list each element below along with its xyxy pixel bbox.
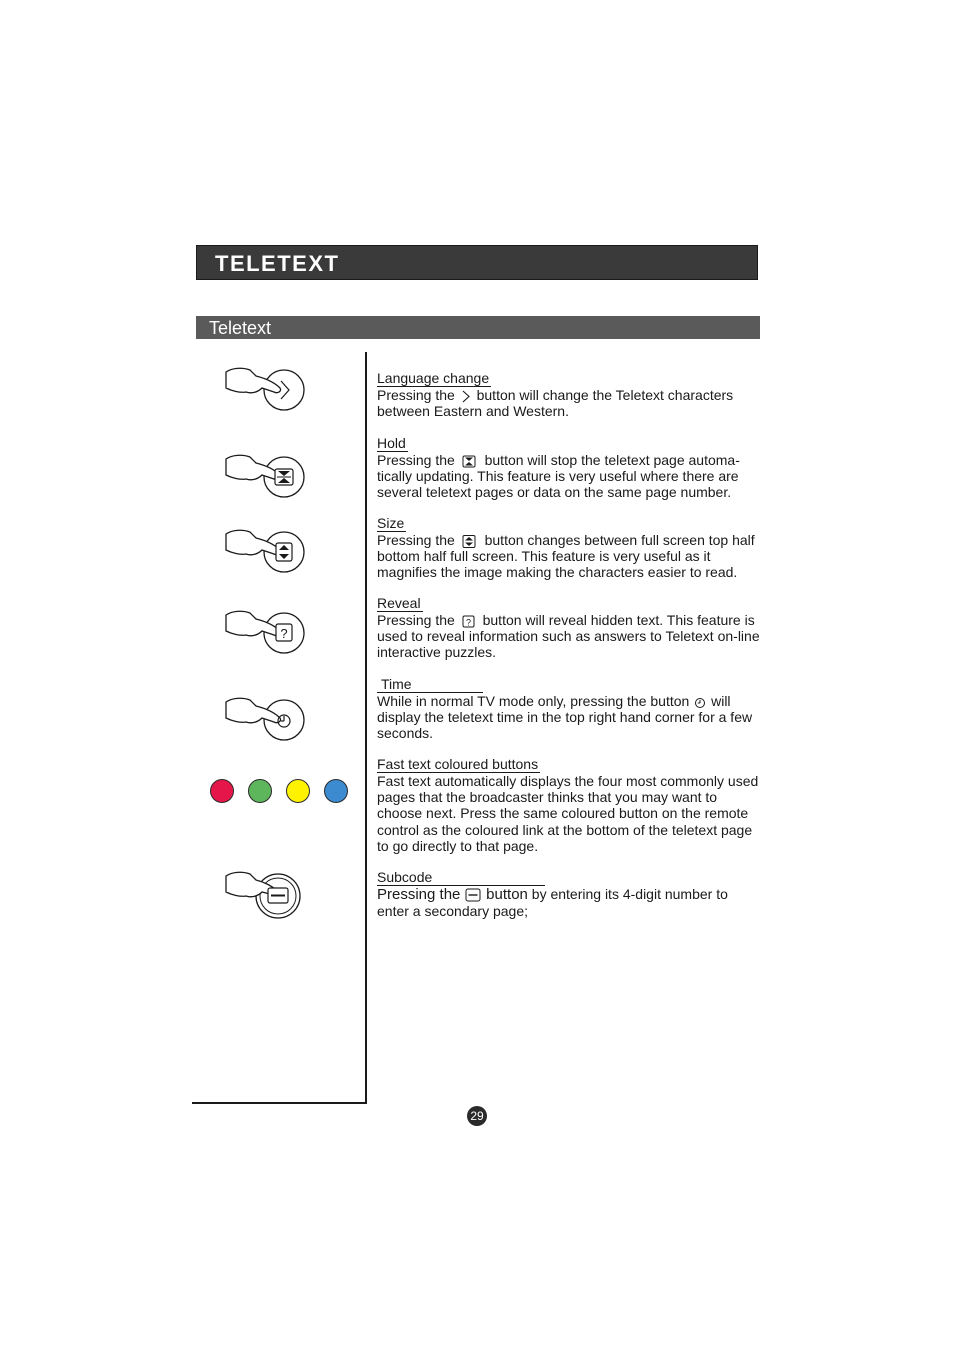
- time-text: [377, 693, 762, 742]
- blue-button: [324, 779, 348, 803]
- reveal-post: button will reveal hidden text. This feature is used to reveal information such as answers to Teletext on-line interactive puzzles.: [377, 612, 760, 661]
- time-section: [377, 676, 762, 742]
- hand-press-subcode-icon: [222, 868, 312, 924]
- page-number: 29: [467, 1106, 487, 1126]
- fast-text-section: [377, 756, 762, 854]
- column-divider: [365, 352, 367, 1104]
- time-pre: While in normal TV mode only, pressing the button: [377, 693, 690, 709]
- language-change-title: Language change: [377, 370, 490, 386]
- subsection-header-bar: [196, 316, 760, 339]
- red-button: [210, 779, 234, 803]
- size-icon: [459, 535, 481, 548]
- language-change-pre: Pressing the: [377, 387, 455, 403]
- subcode-section: [377, 869, 762, 919]
- hold-text: [377, 452, 762, 501]
- reveal-icon: [459, 615, 479, 628]
- hold-post: button will stop the teletext page automa-tically updating. This feature is very useful where there are several teletext pages or data on the same page number.: [377, 452, 740, 501]
- reveal-pre: Pressing the: [377, 612, 455, 628]
- language-change-text: [377, 387, 762, 419]
- chevron-right-icon: [459, 390, 473, 403]
- svg-text:?: ?: [280, 626, 288, 641]
- subcode-title: Subcode: [377, 870, 545, 886]
- hand-press-language-icon: [222, 364, 312, 416]
- bottom-rule: [192, 1102, 367, 1104]
- hand-press-size-icon: [222, 526, 312, 578]
- size-section: [377, 515, 762, 581]
- subcode-icon: [464, 888, 482, 902]
- size-post: button changes between full screen top half bottom half full screen. This feature is very useful as it magnifies the image making the characters easier to read.: [377, 532, 755, 581]
- time-title: Time: [377, 677, 483, 693]
- reveal-title: Reveal: [377, 595, 421, 611]
- hand-press-reveal-icon: [222, 607, 312, 659]
- fast-text-title: Fast text coloured buttons: [377, 756, 539, 772]
- green-button: [248, 779, 272, 803]
- subcode-pre: Pressing the: [377, 886, 461, 903]
- hold-pre: Pressing the: [377, 452, 455, 468]
- fast-text-text: Fast text automatically displays the four most commonly used pages that the broadcaster thinks that you may want to choose next. Press the same coloured button on the remote control as the coloured link at the bottom of the teletext page to go directly to that page.: [377, 773, 759, 854]
- language-change-post: button will change the Teletext characters between Eastern and Western.: [377, 387, 734, 420]
- size-title: Size: [377, 515, 405, 531]
- yellow-button: [286, 779, 310, 803]
- hold-title: Hold: [377, 435, 406, 451]
- subcode-mid: button: [486, 886, 528, 903]
- time-post: will display the teletext time in the top right hand corner for a few seconds.: [377, 693, 753, 742]
- svg-text:?: ?: [465, 617, 471, 628]
- size-pre: Pressing the: [377, 532, 455, 548]
- language-change-section: [377, 370, 762, 419]
- hold-icon: [459, 455, 481, 468]
- reveal-text: [377, 612, 762, 661]
- hand-press-time-icon: [222, 694, 312, 746]
- size-text: [377, 532, 762, 581]
- hold-section: [377, 435, 762, 501]
- clock-icon: [693, 696, 707, 709]
- section-header-bar: [196, 245, 758, 280]
- subcode-text: [377, 886, 762, 919]
- subcode-post: by entering its 4-digit number to enter a secondary page;: [377, 886, 728, 920]
- subsection-title: Teletext: [209, 318, 272, 338]
- page-title: TELETEXT: [215, 251, 340, 276]
- hand-press-hold-icon: [222, 451, 312, 503]
- reveal-section: [377, 595, 762, 661]
